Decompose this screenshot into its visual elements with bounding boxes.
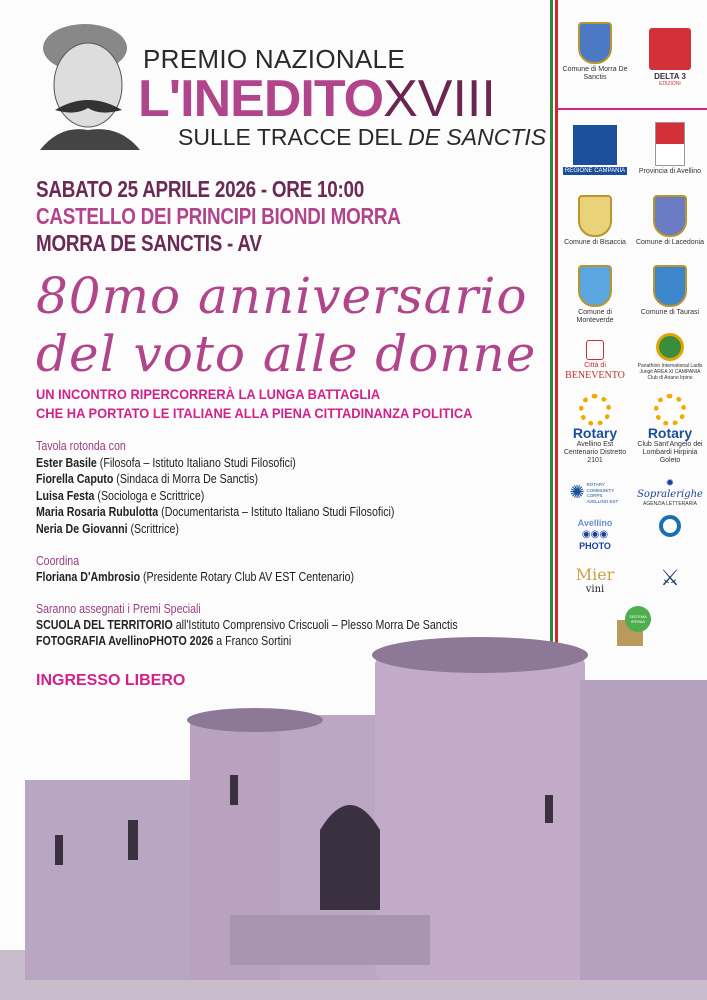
logo-morra-de-sanctis [560, 22, 630, 82]
award-title: L'INEDITOXVIII [138, 70, 496, 128]
crest-icon [653, 265, 687, 307]
logo-monteverde [560, 265, 630, 325]
logo-sopralerighe [635, 478, 705, 507]
logo-bisaccia [560, 195, 630, 247]
award-subtitle: SULLE TRACCE DEL DE SANCTIS [178, 124, 547, 150]
event-date: SABATO 25 APRILE 2026 - ORE 10:00 [36, 176, 364, 202]
speaker: Neria De Giovanni (Scrittrice) [36, 522, 179, 536]
rotary-wheel-icon [579, 394, 611, 426]
caption: Club Sant'Angelo dei Lombardi Hirpinia Goleto [637, 441, 703, 464]
roundtable-label: Tavola rotonda con [36, 439, 126, 453]
logo-lacedonia [635, 195, 705, 247]
award-item: SCUOLA DEL TERRITORIO all'Istituto Comprensivo Criscuoli – Plesso Morra De Sanctis [36, 618, 458, 632]
coordination-label: Coordina [36, 554, 80, 568]
delta-icon [649, 28, 691, 70]
caption: Panathlon International Ladis Jungit AREA XI CAMPANIA Club di Ariano Irpino [637, 363, 703, 381]
caption: Avellino [577, 518, 613, 528]
event-venue: CASTELLO DEI PRINCIPI BIONDI MORRA [36, 203, 401, 229]
caption: Città di [584, 362, 606, 369]
event-town: MORRA DE SANCTIS - AV [36, 230, 262, 256]
caption: REGIONE CAMPANIA [564, 168, 626, 174]
logo-benevento [560, 340, 630, 381]
intro-line-2: CHE HA PORTATO LE ITALIANE ALLA PIENA CITTADINANZA POLITICA [36, 405, 473, 421]
region-shield-icon [573, 125, 617, 165]
award-item: FOTOGRAFIA AvellinoPHOTO 2026 a Franco Sortini [36, 634, 292, 648]
logo-delta3 [635, 28, 705, 87]
caption: vini [585, 584, 605, 595]
caption: EDIZIONI [659, 81, 681, 87]
theme-line-1: 80mo anniversario [36, 267, 528, 325]
logo-provincia-avellino [635, 122, 705, 176]
logo-sistema-irpinia [598, 606, 668, 646]
speaker: Fiorella Caputo (Sindaca di Morra De Sanctis) [36, 472, 259, 486]
crest-icon [578, 195, 612, 237]
caption: SISTEMA IRPINIA [625, 606, 651, 632]
sidebar-divider [557, 108, 707, 110]
caption: Avellino Est Centenario Distretto 2101 [563, 441, 627, 464]
caption: Rotary [572, 425, 618, 441]
coordinator: Floriana D'Ambrosio (Presidente Rotary Club AV EST Centenario) [36, 570, 355, 584]
logo-regione-campania [560, 125, 630, 175]
logo-avellino-photo [560, 518, 630, 552]
crossed-swords-icon: ⚔ [660, 565, 680, 590]
panathlon-icon [656, 333, 684, 361]
speaker: Maria Rosaria Rubulotta (Documentarista – Istituto Italiano Studi Filosofici) [36, 505, 395, 519]
intro-line-1: UN INCONTRO RIPERCORRERÀ LA LUNGA BATTAGLIA [36, 386, 381, 402]
logo-rotary-santangelo [635, 394, 705, 465]
awards-label: Saranno assegnati i Premi Speciali [36, 602, 201, 616]
caption: BENEVENTO [565, 370, 625, 381]
rotary-wheel-icon [654, 394, 686, 426]
sunburst-icon: ✺ [569, 482, 585, 502]
crest-icon [578, 265, 612, 307]
logo-rotary-avellino [560, 394, 630, 465]
logo-taurasi [635, 265, 705, 317]
caption: DELTA 3 [654, 72, 686, 81]
theme-line-2: del voto alle donne [36, 325, 537, 383]
speaker: Luisa Festa (Sociologa e Scrittrice) [36, 489, 205, 503]
caption: Comune di Monteverde [576, 309, 614, 324]
crest-icon [655, 122, 685, 166]
logo-rotary-community-corps [560, 480, 630, 504]
crest-icon [653, 195, 687, 237]
logo-swords-emblem [635, 565, 705, 591]
caption: Provincia di Avellino [638, 168, 702, 175]
logo-mier-vini [560, 566, 630, 596]
caption: PHOTO [579, 541, 611, 551]
caption: AGENZIA LETTERARIA [643, 501, 697, 507]
castle-photo [0, 620, 707, 1000]
sun-icon: ✹ [665, 478, 675, 489]
speaker: Ester Basile (Filosofa – Istituto Italiano Studi Filosofici) [36, 456, 296, 470]
circles-icon: ◉◉◉ [581, 529, 609, 540]
crest-icon [578, 22, 612, 64]
logo-fiaf [635, 515, 705, 537]
caption: Comune di Taurasi [640, 309, 700, 316]
caption: Comune di Morra De Sanctis [562, 66, 628, 81]
crest-icon [586, 340, 604, 360]
caption: Mier [575, 565, 615, 584]
caption: Comune di Bisaccia [564, 239, 626, 246]
caption: Sopralerighe [637, 489, 703, 500]
premio-label: PREMIO NAZIONALE [143, 44, 405, 74]
caption: Rotary [647, 425, 693, 441]
caption: Comune di Lacedonia [635, 239, 705, 246]
logo-panathlon [635, 333, 705, 381]
free-entry: INGRESSO LIBERO [36, 672, 186, 689]
caption: ROTARY COMMUNITY CORPS AVELLINO EST [586, 482, 619, 504]
fiaf-icon [659, 515, 681, 537]
